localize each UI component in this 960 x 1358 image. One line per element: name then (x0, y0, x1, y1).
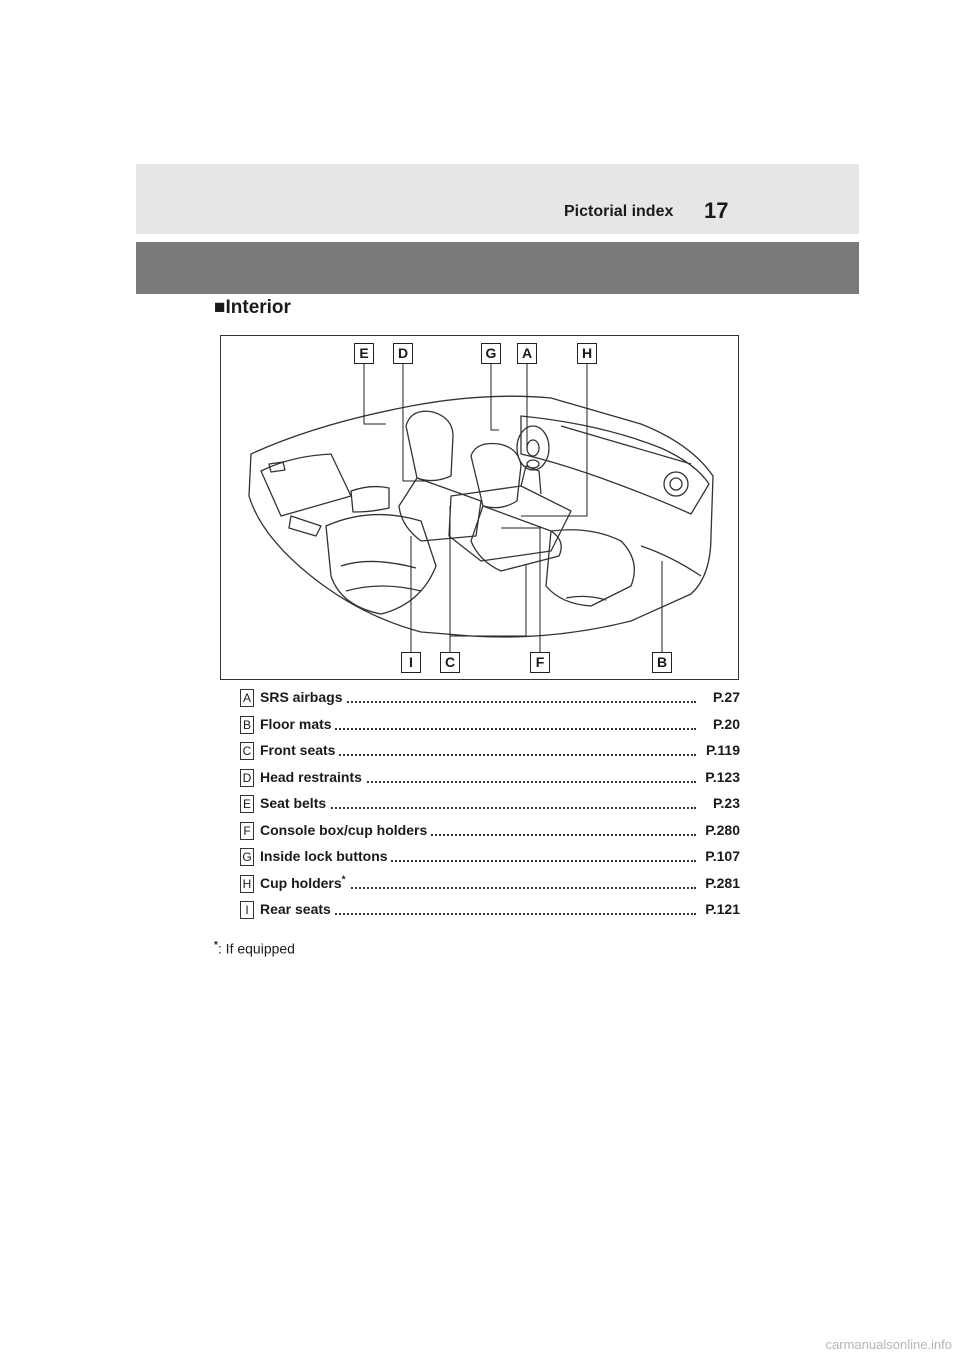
entry-letter-box: F (240, 822, 254, 840)
entry-page-ref[interactable]: P.27 (710, 689, 740, 705)
entry-page-ref[interactable]: P.281 (702, 875, 740, 891)
entry-label: SRS airbags (260, 689, 345, 705)
callout-h: H (577, 343, 597, 364)
front-seat-back (471, 444, 521, 508)
entry-label: Console box/cup holders (260, 822, 430, 838)
callout-b: B (652, 652, 672, 673)
cabin-outline (249, 396, 713, 637)
center-console (449, 486, 571, 561)
head-restraint (406, 411, 453, 480)
entry-label: Head restraints (260, 769, 365, 785)
entry-label: Inside lock buttons (260, 848, 391, 864)
car-interior-drawing (221, 336, 739, 680)
callout-a: A (517, 343, 537, 364)
entry-label: Seat belts (260, 795, 329, 811)
callout-g: G (481, 343, 501, 364)
entry-letter-box: D (240, 769, 254, 787)
speaker-icon (664, 472, 688, 496)
index-entry[interactable] (240, 847, 740, 874)
index-entry[interactable] (240, 900, 740, 927)
entry-label: Cup holders (260, 875, 342, 892)
entry-page-ref[interactable]: P.107 (702, 848, 740, 864)
entry-letter-box: E (240, 795, 254, 813)
callout-c: C (440, 652, 460, 673)
index-entries (240, 688, 740, 927)
interior-illustration (220, 335, 739, 680)
callout-f: F (530, 652, 550, 673)
index-entry[interactable] (240, 768, 740, 795)
index-entry[interactable] (240, 794, 740, 821)
page-number: 17 (704, 198, 729, 223)
entry-letter-box: G (240, 848, 254, 866)
dashboard-line (561, 426, 691, 464)
footnote-asterisk: * (214, 940, 218, 951)
entry-letter-box: B (240, 716, 254, 734)
entry-page-ref[interactable]: P.280 (702, 822, 740, 838)
entry-page-ref[interactable]: P.123 (702, 769, 740, 785)
footnote (214, 940, 295, 957)
index-entry[interactable] (240, 688, 740, 715)
index-entry[interactable] (240, 874, 740, 901)
entry-letter-box: I (240, 901, 254, 919)
dashboard (521, 416, 709, 514)
rear-seat (326, 515, 436, 614)
header-title: Pictorial index (564, 203, 674, 220)
entry-letter-box: C (240, 742, 254, 760)
passenger-seat (546, 530, 634, 606)
steering-wheel-icon (517, 426, 549, 470)
floor-mat (641, 546, 701, 576)
footnote-text: : If equipped (217, 940, 295, 957)
entry-letter-box: H (240, 875, 254, 893)
entry-label: Floor mats (260, 716, 335, 732)
entry-page-ref[interactable]: P.119 (703, 742, 740, 758)
section-band (136, 242, 859, 294)
callout-i: I (401, 652, 421, 673)
header-band (136, 164, 859, 234)
entry-page-ref[interactable]: P.20 (710, 716, 740, 732)
callout-e: E (354, 343, 374, 364)
callout-d: D (393, 343, 413, 364)
section-heading: ■Interior (214, 297, 291, 318)
entry-label: Front seats (260, 742, 338, 758)
index-entry[interactable] (240, 715, 740, 742)
watermark: carmanualsonline.info (825, 1337, 952, 1352)
entry-letter-box: A (240, 689, 254, 707)
index-entry[interactable] (240, 821, 740, 848)
entry-page-ref[interactable]: P.121 (702, 901, 740, 917)
entry-page-ref[interactable]: P.23 (710, 795, 740, 811)
footnote-mark: * (341, 874, 346, 886)
entry-label: Rear seats (260, 901, 334, 917)
index-entry[interactable] (240, 741, 740, 768)
